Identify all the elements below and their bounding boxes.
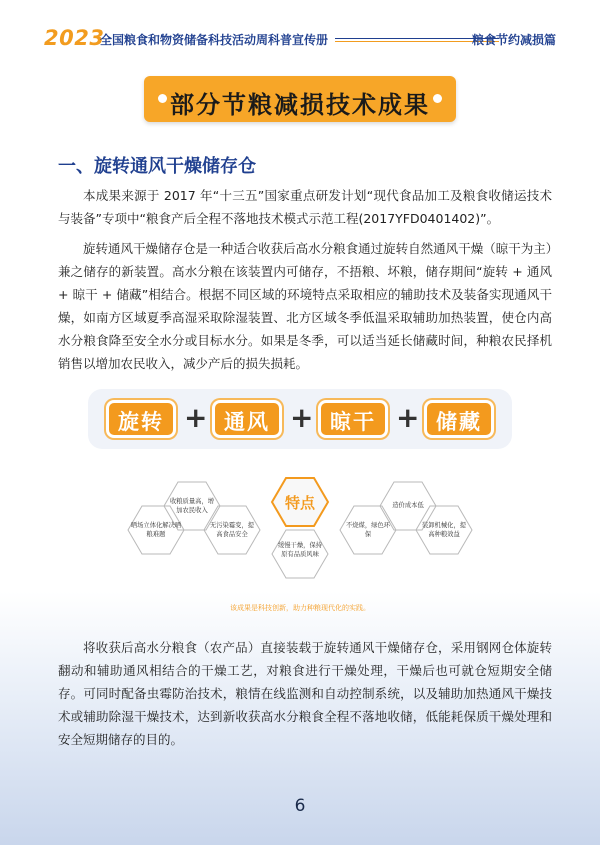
- paragraph-process: 将收获后高水分粮食（农产品）直接装载于旋转通风干燥储存仓，采用钢网仓体旋转翻动和辅助通风相结合的干燥工艺，对粮食进行干燥处理，干燥后也可就仓短期安全储存。可同时配备虫霉防治技术，粮情在线监测和自动控制系统，以及辅助加热通风干燥技术或辅助除湿干燥技术，达到新收获高水分粮食全程不落地收储，低能耗保质干燥处理和安全短期储存的目的。: [58, 640, 552, 747]
- formula-plus: +: [184, 401, 208, 434]
- feature-label: 收粮质量高，增加农民收入: [169, 498, 215, 514]
- header-title: 全国粮食和物资储备科技活动周科普宣传册: [100, 33, 329, 47]
- page-header: [44, 26, 556, 50]
- paragraph-description: 旋转通风干燥储存仓是一种适合收获后高水分粮食通过旋转自然通风干燥（晾干为主）兼之储存的新装置。高水分粮在该装置内可储存，不捂粮、坏粮，储存期间“旋转 + 通风 + 晾干 + 储藏”相结合。根据不同区域的环境特点采取相应的辅助技术及装备实现通风干燥，如南方区域夏季高湿采取除湿装置、北方区域冬季低温采取辅助加热装置，使仓内高水分粮食降至安全水分或目标水分。如果是冬季，可以适当延长储藏时间，种粮农民择机销售以增加农民收入，减少产后的损失损耗。: [58, 241, 552, 371]
- formula-term: 旋转: [106, 400, 176, 438]
- banner-dot-right: [433, 94, 442, 103]
- page-number: 6: [294, 796, 306, 816]
- banner-title: 部分节粮减损技术成果: [170, 91, 430, 119]
- feature-label: 不烧煤，绿色环保: [345, 522, 391, 538]
- formula-plus: +: [290, 401, 314, 434]
- core-label: 特点: [284, 494, 315, 512]
- chapter-banner: [144, 76, 456, 122]
- diagram-caption: 该成果是科技创新，助力种粮现代化的实践。: [230, 604, 370, 612]
- header-section: 粮食节约减损篇: [471, 33, 556, 47]
- feature-label: 无污染霉变，提高食品安全: [209, 522, 255, 538]
- header-year: 2023: [44, 26, 105, 50]
- feature-label: 造价成本低: [392, 502, 424, 509]
- formula-term: 晾干: [318, 400, 388, 438]
- features-diagram: [112, 468, 488, 593]
- formula-term: 储藏: [424, 400, 494, 438]
- paragraph-source: 本成果来源于 2017 年“十三五”国家重点研发计划“现代食品加工及粮食收储运技术与装备”专项中“粮食产后全程不落地技术模式示范工程(2017YFD0401402)”。: [58, 188, 552, 226]
- formula-term: 通风: [212, 400, 282, 438]
- feature-label: 缓慢干燥，保持原有品质风味: [277, 542, 323, 558]
- formula-plus: +: [396, 401, 420, 434]
- feature-label: 晒场立体化解决晒粮难题: [130, 522, 182, 538]
- feature-label: 装卸机械化，提高种粮效益: [421, 522, 467, 538]
- section-title: 一、旋转通风干燥储存仓: [58, 156, 256, 177]
- formula-strip: [88, 389, 512, 449]
